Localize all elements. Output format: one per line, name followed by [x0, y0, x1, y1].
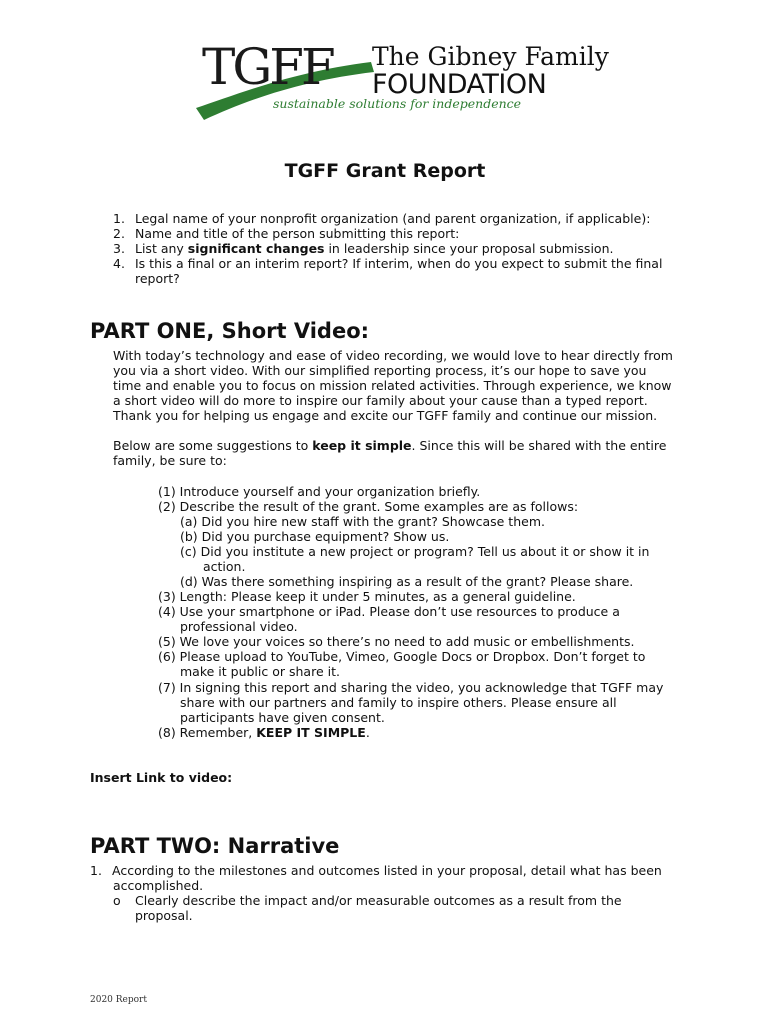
paragraph-line: Thank you for helping us engage and excite our TGFF family and continue our mission.: [113, 408, 658, 423]
list-item: (6) Please upload to YouTube, Vimeo, Google Docs or Dropbox. Don’t forget to: [158, 649, 646, 664]
part-two-heading: PART TWO: Narrative: [90, 834, 340, 858]
paragraph-line: you via a short video. With our simplified reporting process, it’s our hope to save you: [113, 363, 647, 378]
list-item: (5) We love your voices so there’s no need to add music or embellishments.: [158, 634, 635, 649]
list-item: (2) Describe the result of the grant. Some examples are as follows:: [158, 499, 579, 514]
sub-list-item: o Clearly describe the impact and/or measurable outcomes as a result from the: [113, 893, 622, 908]
list-item: (8) Remember, KEEP IT SIMPLE.: [158, 725, 370, 740]
list-item: (7) In signing this report and sharing the video, you acknowledge that TGFF may: [158, 680, 664, 695]
list-item-continued: make it public or share it.: [180, 664, 340, 679]
part-one-heading: PART ONE, Short Video:: [90, 319, 370, 343]
logo-name: The Gibney Family: [372, 42, 609, 71]
list-item: (4) Use your smartphone or iPad. Please don’t use resources to produce a: [158, 604, 620, 619]
list-item: 2. Name and title of the person submitting this report:: [113, 226, 460, 241]
list-item: 1. According to the milestones and outcomes listed in your proposal, detail what has been: [90, 863, 662, 878]
paragraph-line: Below are some suggestions to keep it simple. Since this will be shared with the entire: [113, 438, 667, 453]
list-item: 3. List any significant changes in leadership since your proposal submission.: [113, 241, 614, 256]
paragraph-line: a short video will do more to inspire our family about your cause than a typed report.: [113, 393, 648, 408]
insert-link-label: Insert Link to video:: [90, 770, 233, 785]
list-item: 1. Legal name of your nonprofit organization (and parent organization, if applicable):: [113, 211, 651, 226]
paragraph-line: family, be sure to:: [113, 453, 227, 468]
logo-mark: TGFF: [202, 38, 333, 96]
list-item-continued: share with our partners and family to inspire others. Please ensure all: [180, 695, 617, 710]
page-footer: 2020 Report: [90, 995, 147, 1005]
list-item-continued: participants have given consent.: [180, 710, 385, 725]
list-item: 4. Is this a final or an interim report? If interim, when do you expect to submit the final: [113, 256, 663, 271]
sub-list-item-continued: action.: [203, 559, 246, 574]
foundation-logo: [196, 38, 609, 116]
sub-list-item: (c) Did you institute a new project or program? Tell us about it or show it in: [180, 544, 650, 559]
list-item: (3) Length: Please keep it under 5 minutes, as a general guideline.: [158, 589, 576, 604]
sub-list-item: (d) Was there something inspiring as a result of the grant? Please share.: [180, 574, 634, 589]
list-item-continued: report?: [135, 271, 180, 286]
paragraph-line: time and enable you to focus on mission related activities. Through experience, we know: [113, 378, 672, 393]
page-title: TGFF Grant Report: [284, 160, 486, 182]
sub-list-item: (a) Did you hire new staff with the grant? Showcase them.: [180, 514, 545, 529]
sub-list-item: (b) Did you purchase equipment? Show us.: [180, 529, 450, 544]
logo-tagline: sustainable solutions for independence: [273, 96, 522, 111]
list-item-continued: professional video.: [180, 619, 298, 634]
sub-list-item-continued: proposal.: [135, 908, 193, 923]
logo-foundation: FOUNDATION: [372, 69, 547, 100]
list-item: (1) Introduce yourself and your organization briefly.: [158, 484, 481, 499]
paragraph-line: With today’s technology and ease of video recording, we would love to hear directly from: [113, 348, 673, 363]
list-item-continued: accomplished.: [113, 878, 204, 893]
